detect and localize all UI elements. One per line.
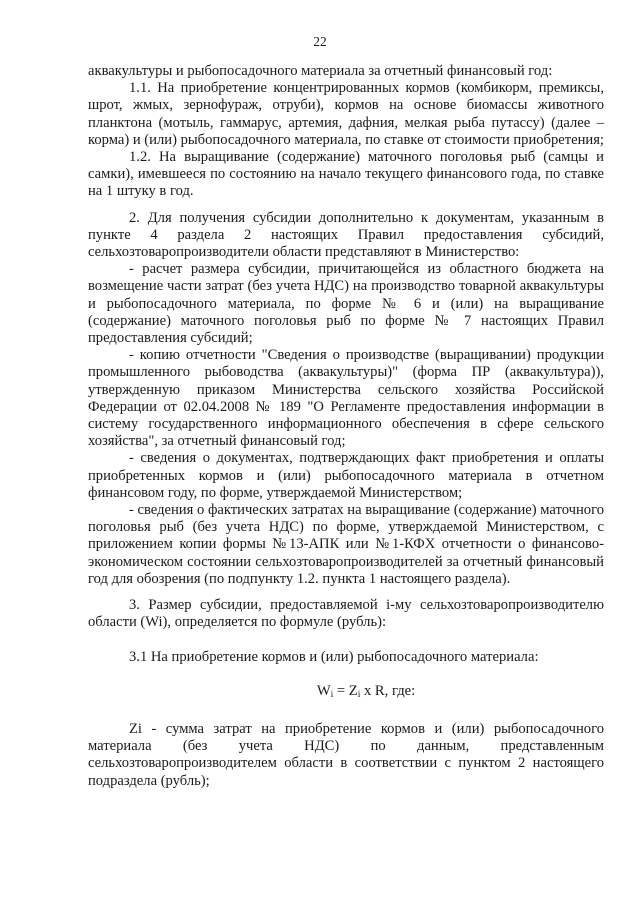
document-body [88,63,604,790]
paragraph-2: 2. Для получения субсидии дополнительно к документам, указанным в пункте 4 раздела 2 настоящих Правил предоставления субсидий, сельхозтоваропроизводители области представляют в Министерство: [88,209,604,261]
list-item-reporting-copy: - копию отчетности "Сведения о производстве (выращивании) продукции промышленного рыбоводства (аквакультуры)" (форма ПР (аквакультура)), утвержденную приказом Министерства сельского хозяйства Российской Федерации от 02.04.2008 № 189 "О Регламенте предоставления информации в систему государственного информационного обеспечения в сфере сельского хозяйства", за отчетный финансовый год; [88,347,604,450]
paragraph-1-2: 1.2. На выращивание (содержание) маточного поголовья рыб (самцы и самки), имевшееся по состоянию на начало текущего финансового года, по ставке на 1 штуку в год. [88,149,604,200]
list-item-purchase-documents: - сведения о документах, подтверждающих факт приобретения и оплаты приобретенных кормов и (или) рыбопосадочного материала в отчетном финансовом году, по форме, утверждаемой Министерством; [88,450,604,501]
paragraph-1-1: 1.1. На приобретение концентрированных кормов (комбикорм, премиксы, шрот, жмых, зернофураж, отруби), кормов на основе биомассы животного планктона (мотыль, гаммарус, артемия, дафния, мелкая рыба путассу) (далее – корма) и (или) рыбопосадочного материала, по ставке от стоимости приобретения; [88,80,604,148]
formula: $W_i = Z_i$ x R, где: [316,682,416,700]
list-item-actual-costs: - сведения о фактических затратах на выращивание (содержание) маточного поголовья рыб (без учета НДС) по форме, утверждаемой Министерством, с приложением копии формы №13-АПК или №1-КФХ отчетности о финансово-экономическом состоянии сельхозтоваропроизводителей за отчетный финансовый год для обозрения (по подпункту 1.2. пункта 1 настоящего раздела). [88,502,604,587]
paragraph-3: 3. Размер субсидии, предоставляемой i-му сельхозтоваропроизводителю области (Wi), определяется по формуле (рубль): [88,597,604,631]
paragraph-3-1: 3.1 На приобретение кормов и (или) рыбопосадочного материала: [129,648,539,665]
page-number: 22 [313,34,327,49]
list-item-subsidy-calculation: - расчет размера субсидии, причитающейся из областного бюджета на возмещение части затрат (без учета НДС) на производство товарной аквакультуры и рыбопосадочного материала, по форме № 6 и (или) на выращивание (содержание) маточного поголовья рыб по форме № 7 настоящих Правил предоставления субсидий; [88,261,604,347]
definition-zi: Zi - сумма затрат на приобретение кормов и (или) рыбопосадочного материала (без учета НДС) по данным, представленным сельхозтоваропроизводителем области в соответствии с пунктом 2 настоящего подраздела (рубль); [88,720,604,789]
paragraph-continuation: аквакультуры и рыбопосадочного материала за отчетный финансовый год: [88,63,553,79]
